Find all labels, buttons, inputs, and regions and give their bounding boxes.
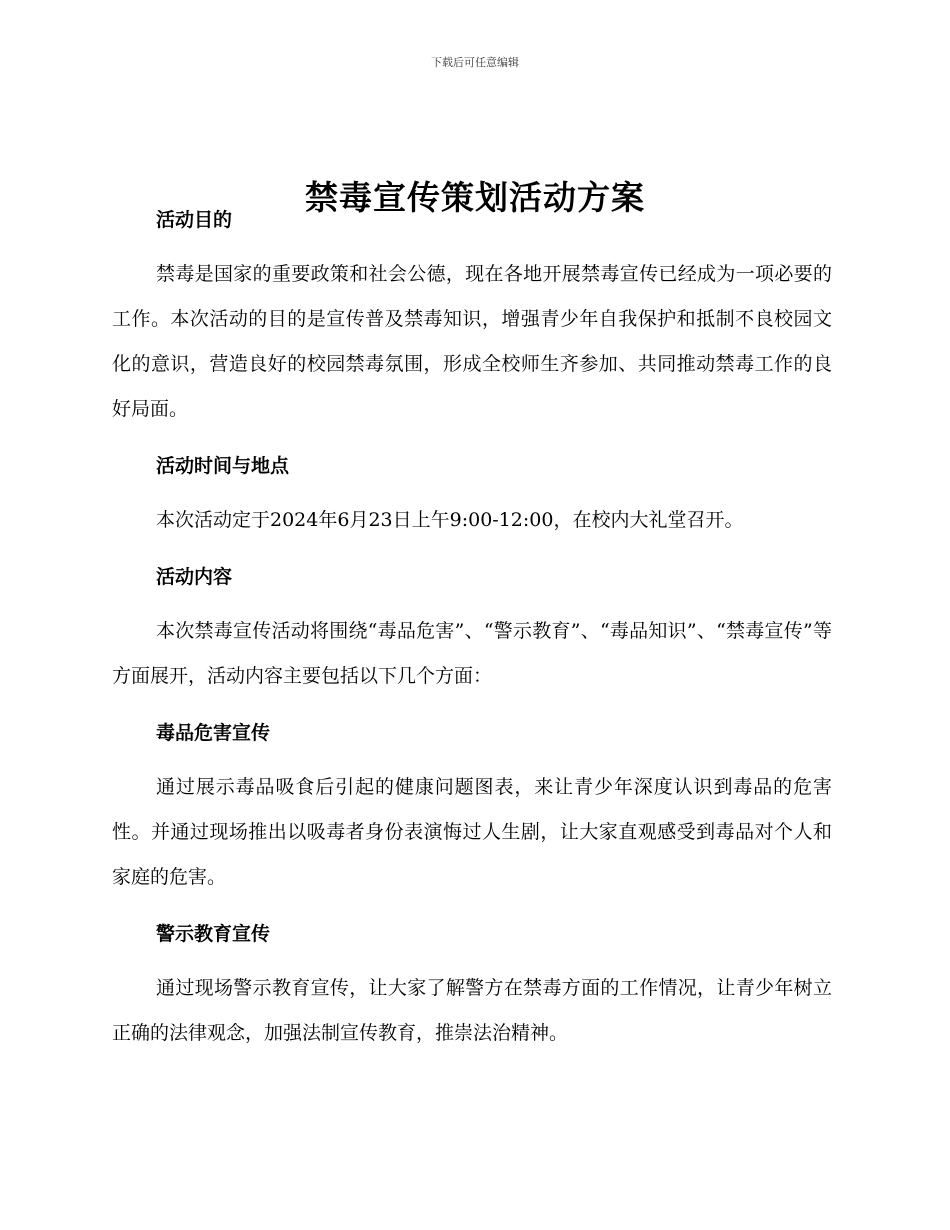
section-paragraph: 通过展示毒品吸食后引起的健康问题图表，来让青少年深度认识到毒品的危害性。并通过现场推出以吸毒者身份表演悔过人生剧，让大家直观感受到毒品对个人和家庭的危害。 (112, 776, 832, 888)
section-heading: 活动目的 (156, 209, 233, 231)
section-drug-harm (112, 713, 832, 900)
section-warning-education (112, 914, 832, 1056)
section-heading: 毒品危害宣传 (156, 722, 271, 744)
section-heading: 活动内容 (156, 566, 233, 588)
section-paragraph: 通过现场警示教育宣传，让大家了解警方在禁毒方面的工作情况，让青少年树立正确的法律观念，加强法制宣传教育，推崇法治精神。 (112, 977, 832, 1044)
section-paragraph: 禁毒是国家的重要政策和社会公德，现在各地开展禁毒宣传已经成为一项必要的工作。本次活动的目的是宣传普及禁毒知识，增强青少年自我保护和抵制不良校园文化的意识，营造良好的校园禁毒氛围，形成全校师生齐参加、共同推动禁毒工作的良好局面。 (112, 263, 832, 420)
document-body (112, 200, 832, 1056)
header-note: 下载后可任意编辑 (431, 56, 519, 69)
section-content (112, 557, 832, 699)
document-title: 禁毒宣传策划活动方案 (305, 178, 645, 218)
section-heading: 警示教育宣传 (156, 923, 271, 945)
section-heading: 活动时间与地点 (156, 455, 290, 477)
section-purpose (112, 200, 832, 432)
section-time-location (112, 446, 832, 543)
section-paragraph: 本次活动定于2024年6月23日上午9:00-12:00，在校内大礼堂召开。 (156, 509, 744, 531)
section-paragraph: 本次禁毒宣传活动将围绕“毒品危害”、“警示教育”、“毒品知识”、“禁毒宣传”等方面展开，活动内容主要包括以下几个方面： (112, 620, 832, 687)
